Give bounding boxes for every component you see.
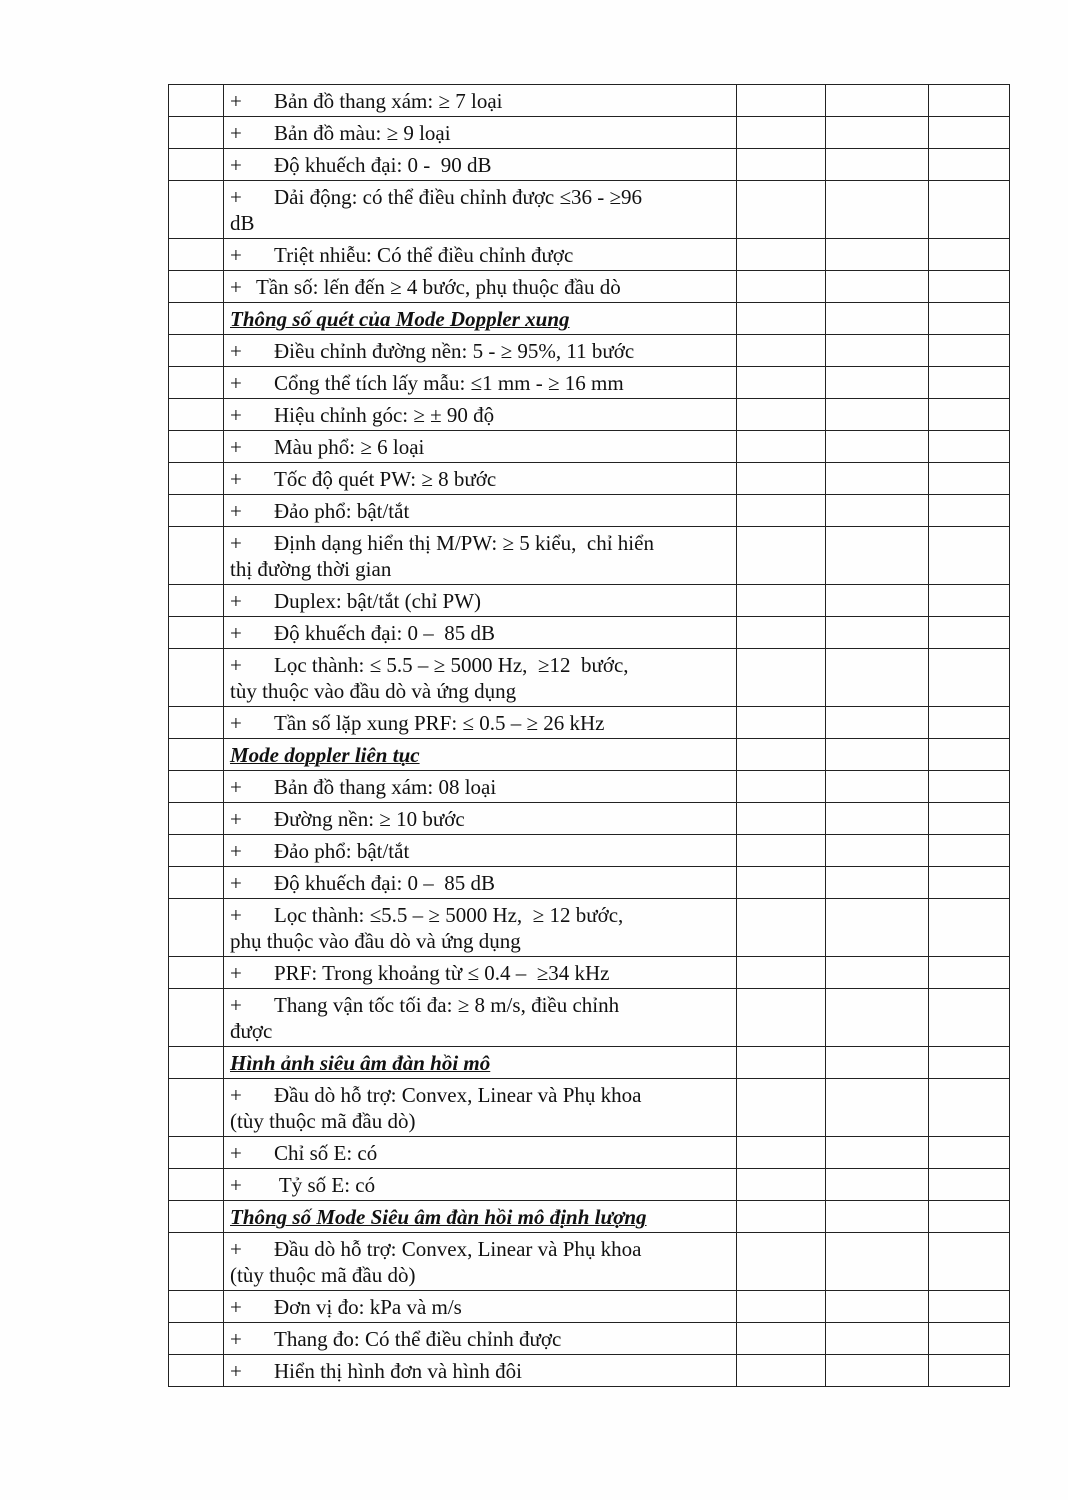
empty-cell-1 bbox=[737, 803, 826, 835]
plus-marker: + bbox=[230, 961, 242, 985]
empty-cell-3 bbox=[929, 239, 1010, 271]
empty-cell-2 bbox=[826, 989, 929, 1047]
plus-marker: + bbox=[230, 1141, 242, 1165]
empty-cell-2 bbox=[826, 271, 929, 303]
table-row bbox=[169, 835, 1010, 867]
spec-cell bbox=[224, 181, 737, 239]
table-row bbox=[169, 771, 1010, 803]
table-row bbox=[169, 271, 1010, 303]
index-cell bbox=[169, 739, 224, 771]
empty-cell-3 bbox=[929, 1323, 1010, 1355]
spec-cell bbox=[224, 1291, 737, 1323]
index-cell bbox=[169, 181, 224, 239]
empty-cell-2 bbox=[826, 1233, 929, 1291]
index-cell bbox=[169, 803, 224, 835]
empty-cell-1 bbox=[737, 1233, 826, 1291]
spec-text: Lọc thành: ≤ 5.5 – ≥ 5000 Hz, ≥12 bước, bbox=[274, 653, 629, 677]
spec-cell bbox=[224, 957, 737, 989]
empty-cell-1 bbox=[737, 149, 826, 181]
plus-marker: + bbox=[230, 89, 242, 113]
plus-marker: + bbox=[230, 531, 242, 555]
spec-cell bbox=[224, 867, 737, 899]
empty-cell-2 bbox=[826, 1201, 929, 1233]
empty-cell-3 bbox=[929, 271, 1010, 303]
spec-cell bbox=[224, 271, 737, 303]
spec-cell bbox=[224, 117, 737, 149]
table-row bbox=[169, 1323, 1010, 1355]
empty-cell-3 bbox=[929, 1291, 1010, 1323]
empty-cell-2 bbox=[826, 117, 929, 149]
plus-marker: + bbox=[230, 1295, 242, 1319]
spec-cell bbox=[224, 649, 737, 707]
table-row bbox=[169, 1355, 1010, 1387]
index-cell bbox=[169, 1079, 224, 1137]
spec-cell bbox=[224, 1323, 737, 1355]
empty-cell-1 bbox=[737, 463, 826, 495]
spec-cell bbox=[224, 835, 737, 867]
spec-cell bbox=[224, 989, 737, 1047]
empty-cell-1 bbox=[737, 1323, 826, 1355]
table-row bbox=[169, 149, 1010, 181]
empty-cell-2 bbox=[826, 1047, 929, 1079]
empty-cell-1 bbox=[737, 1047, 826, 1079]
empty-cell-2 bbox=[826, 239, 929, 271]
empty-cell-2 bbox=[826, 867, 929, 899]
spec-text-continuation: (tùy thuộc mã đầu dò) bbox=[230, 1263, 416, 1287]
spec-text: Cổng thể tích lấy mẫu: ≤1 mm - ≥ 16 mm bbox=[274, 371, 624, 395]
empty-cell-3 bbox=[929, 835, 1010, 867]
section-header-cell bbox=[224, 739, 737, 771]
empty-cell-2 bbox=[826, 399, 929, 431]
empty-cell-3 bbox=[929, 1137, 1010, 1169]
section-header-cell bbox=[224, 303, 737, 335]
spec-text: Thang vận tốc tối đa: ≥ 8 m/s, điều chỉnh bbox=[274, 993, 620, 1017]
empty-cell-3 bbox=[929, 303, 1010, 335]
plus-marker: + bbox=[230, 807, 242, 831]
table-row bbox=[169, 899, 1010, 957]
empty-cell-2 bbox=[826, 771, 929, 803]
spec-text: Tần số: lến đến ≥ 4 bước, phụ thuộc đầu dò bbox=[256, 275, 621, 299]
empty-cell-1 bbox=[737, 1079, 826, 1137]
empty-cell-2 bbox=[826, 495, 929, 527]
table-row bbox=[169, 1233, 1010, 1291]
section-header-row bbox=[169, 739, 1010, 771]
table-row bbox=[169, 585, 1010, 617]
table-row bbox=[169, 1291, 1010, 1323]
empty-cell-1 bbox=[737, 771, 826, 803]
empty-cell-2 bbox=[826, 803, 929, 835]
spec-cell bbox=[224, 335, 737, 367]
empty-cell-1 bbox=[737, 495, 826, 527]
index-cell bbox=[169, 707, 224, 739]
plus-marker: + bbox=[230, 339, 242, 363]
plus-marker: + bbox=[230, 153, 242, 177]
empty-cell-1 bbox=[737, 649, 826, 707]
empty-cell-2 bbox=[826, 303, 929, 335]
spec-text: Độ khuếch đại: 0 - 90 dB bbox=[274, 153, 492, 177]
table-row bbox=[169, 495, 1010, 527]
empty-cell-3 bbox=[929, 617, 1010, 649]
table-row bbox=[169, 803, 1010, 835]
spec-text: Tỷ số E: có bbox=[274, 1173, 376, 1197]
spec-text: Dải động: có thể điều chỉnh được ≤36 - ≥96 bbox=[274, 185, 643, 209]
empty-cell-1 bbox=[737, 617, 826, 649]
spec-text: Đơn vị đo: kPa và m/s bbox=[274, 1295, 462, 1319]
spec-text-continuation: dB bbox=[230, 211, 255, 235]
spec-text: Triệt nhiễu: Có thể điều chỉnh được bbox=[274, 243, 574, 267]
spec-text: Tần số lặp xung PRF: ≤ 0.5 – ≥ 26 kHz bbox=[274, 711, 605, 735]
section-header-cell bbox=[224, 1201, 737, 1233]
empty-cell-3 bbox=[929, 117, 1010, 149]
index-cell bbox=[169, 149, 224, 181]
empty-cell-1 bbox=[737, 585, 826, 617]
table-row bbox=[169, 957, 1010, 989]
empty-cell-1 bbox=[737, 367, 826, 399]
empty-cell-3 bbox=[929, 149, 1010, 181]
empty-cell-3 bbox=[929, 1047, 1010, 1079]
empty-cell-1 bbox=[737, 989, 826, 1047]
plus-marker: + bbox=[230, 993, 242, 1017]
empty-cell-3 bbox=[929, 771, 1010, 803]
section-header-row bbox=[169, 1047, 1010, 1079]
index-cell bbox=[169, 1201, 224, 1233]
index-cell bbox=[169, 957, 224, 989]
spec-text: Đầu dò hỗ trợ: Convex, Linear và Phụ khoa bbox=[274, 1237, 642, 1261]
spec-text: Duplex: bật/tắt (chỉ PW) bbox=[274, 589, 482, 613]
spec-text: PRF: Trong khoảng từ ≤ 0.4 – ≥34 kHz bbox=[274, 961, 610, 985]
empty-cell-1 bbox=[737, 867, 826, 899]
table-row bbox=[169, 117, 1010, 149]
empty-cell-2 bbox=[826, 335, 929, 367]
empty-cell-2 bbox=[826, 1137, 929, 1169]
index-cell bbox=[169, 899, 224, 957]
section-title: Thông số Mode Siêu âm đàn hồi mô định lượng bbox=[230, 1205, 647, 1229]
spec-text: Bản đồ màu: ≥ 9 loại bbox=[274, 121, 451, 145]
table-row bbox=[169, 649, 1010, 707]
empty-cell-3 bbox=[929, 1233, 1010, 1291]
plus-marker: + bbox=[230, 275, 242, 299]
spec-cell bbox=[224, 85, 737, 117]
spec-text: Lọc thành: ≤5.5 – ≥ 5000 Hz, ≥ 12 bước, bbox=[274, 903, 624, 927]
specification-table-frame bbox=[168, 84, 992, 1387]
index-cell bbox=[169, 1169, 224, 1201]
empty-cell-2 bbox=[826, 181, 929, 239]
table-row bbox=[169, 617, 1010, 649]
index-cell bbox=[169, 85, 224, 117]
table-row bbox=[169, 1169, 1010, 1201]
section-header-cell bbox=[224, 1047, 737, 1079]
table-row bbox=[169, 1079, 1010, 1137]
empty-cell-1 bbox=[737, 239, 826, 271]
spec-cell bbox=[224, 495, 737, 527]
empty-cell-2 bbox=[826, 527, 929, 585]
spec-cell bbox=[224, 899, 737, 957]
empty-cell-3 bbox=[929, 495, 1010, 527]
index-cell bbox=[169, 989, 224, 1047]
plus-marker: + bbox=[230, 1173, 242, 1197]
empty-cell-1 bbox=[737, 1291, 826, 1323]
spec-text: Đầu dò hỗ trợ: Convex, Linear và Phụ khoa bbox=[274, 1083, 642, 1107]
empty-cell-2 bbox=[826, 899, 929, 957]
empty-cell-3 bbox=[929, 867, 1010, 899]
empty-cell-3 bbox=[929, 1169, 1010, 1201]
table-row bbox=[169, 85, 1010, 117]
empty-cell-2 bbox=[826, 1355, 929, 1387]
plus-marker: + bbox=[230, 621, 242, 645]
section-header-row bbox=[169, 1201, 1010, 1233]
table-row bbox=[169, 1137, 1010, 1169]
index-cell bbox=[169, 1233, 224, 1291]
index-cell bbox=[169, 1047, 224, 1079]
plus-marker: + bbox=[230, 775, 242, 799]
table-row bbox=[169, 527, 1010, 585]
table-row bbox=[169, 335, 1010, 367]
section-title: Hình ảnh siêu âm đàn hồi mô bbox=[230, 1051, 491, 1075]
plus-marker: + bbox=[230, 1237, 242, 1261]
empty-cell-3 bbox=[929, 707, 1010, 739]
empty-cell-2 bbox=[826, 149, 929, 181]
index-cell bbox=[169, 335, 224, 367]
spec-text: Đảo phổ: bật/tắt bbox=[274, 499, 410, 523]
spec-cell bbox=[224, 771, 737, 803]
spec-cell bbox=[224, 367, 737, 399]
plus-marker: + bbox=[230, 871, 242, 895]
spec-cell bbox=[224, 707, 737, 739]
spec-text-continuation: (tùy thuộc mã đầu dò) bbox=[230, 1109, 416, 1133]
index-cell bbox=[169, 1137, 224, 1169]
index-cell bbox=[169, 771, 224, 803]
empty-cell-1 bbox=[737, 1169, 826, 1201]
index-cell bbox=[169, 835, 224, 867]
spec-text: Thang đo: Có thể điều chỉnh được bbox=[274, 1327, 562, 1351]
empty-cell-3 bbox=[929, 1355, 1010, 1387]
spec-cell bbox=[224, 1169, 737, 1201]
index-cell bbox=[169, 303, 224, 335]
empty-cell-3 bbox=[929, 367, 1010, 399]
empty-cell-3 bbox=[929, 899, 1010, 957]
table-row bbox=[169, 367, 1010, 399]
index-cell bbox=[169, 1355, 224, 1387]
spec-text: Màu phổ: ≥ 6 loại bbox=[274, 435, 425, 459]
empty-cell-2 bbox=[826, 957, 929, 989]
empty-cell-1 bbox=[737, 117, 826, 149]
spec-cell bbox=[224, 463, 737, 495]
empty-cell-1 bbox=[737, 431, 826, 463]
empty-cell-1 bbox=[737, 707, 826, 739]
empty-cell-3 bbox=[929, 739, 1010, 771]
empty-cell-3 bbox=[929, 335, 1010, 367]
empty-cell-2 bbox=[826, 1169, 929, 1201]
spec-cell bbox=[224, 1355, 737, 1387]
empty-cell-2 bbox=[826, 1291, 929, 1323]
empty-cell-3 bbox=[929, 527, 1010, 585]
spec-text-continuation: thị đường thời gian bbox=[230, 557, 392, 581]
spec-text: Bản đồ thang xám: ≥ 7 loại bbox=[274, 89, 503, 113]
empty-cell-1 bbox=[737, 1137, 826, 1169]
index-cell bbox=[169, 1323, 224, 1355]
section-header-row bbox=[169, 303, 1010, 335]
empty-cell-1 bbox=[737, 271, 826, 303]
plus-marker: + bbox=[230, 243, 242, 267]
plus-marker: + bbox=[230, 653, 242, 677]
index-cell bbox=[169, 399, 224, 431]
plus-marker: + bbox=[230, 903, 242, 927]
spec-cell bbox=[224, 239, 737, 271]
empty-cell-1 bbox=[737, 335, 826, 367]
empty-cell-2 bbox=[826, 367, 929, 399]
table-row bbox=[169, 431, 1010, 463]
index-cell bbox=[169, 617, 224, 649]
index-cell bbox=[169, 239, 224, 271]
spec-text: Chỉ số E: có bbox=[274, 1141, 378, 1165]
plus-marker: + bbox=[230, 435, 242, 459]
empty-cell-2 bbox=[826, 431, 929, 463]
table-row bbox=[169, 707, 1010, 739]
table-row bbox=[169, 399, 1010, 431]
empty-cell-3 bbox=[929, 181, 1010, 239]
spec-text: Độ khuếch đại: 0 – 85 dB bbox=[274, 871, 496, 895]
empty-cell-1 bbox=[737, 527, 826, 585]
plus-marker: + bbox=[230, 467, 242, 491]
spec-cell bbox=[224, 431, 737, 463]
table-row bbox=[169, 463, 1010, 495]
empty-cell-1 bbox=[737, 85, 826, 117]
spec-text: Hiển thị hình đơn và hình đôi bbox=[274, 1359, 522, 1383]
empty-cell-3 bbox=[929, 585, 1010, 617]
spec-cell bbox=[224, 1079, 737, 1137]
empty-cell-3 bbox=[929, 463, 1010, 495]
spec-text: Tốc độ quét PW: ≥ 8 bước bbox=[274, 467, 497, 491]
empty-cell-2 bbox=[826, 835, 929, 867]
empty-cell-1 bbox=[737, 835, 826, 867]
empty-cell-3 bbox=[929, 649, 1010, 707]
index-cell bbox=[169, 271, 224, 303]
spec-text: Hiệu chỉnh góc: ≥ ± 90 độ bbox=[274, 403, 495, 427]
plus-marker: + bbox=[230, 121, 242, 145]
index-cell bbox=[169, 867, 224, 899]
empty-cell-3 bbox=[929, 803, 1010, 835]
spec-text: Đảo phổ: bật/tắt bbox=[274, 839, 410, 863]
specification-table bbox=[168, 84, 1010, 1387]
spec-cell bbox=[224, 149, 737, 181]
empty-cell-2 bbox=[826, 707, 929, 739]
spec-cell bbox=[224, 527, 737, 585]
spec-cell bbox=[224, 617, 737, 649]
empty-cell-2 bbox=[826, 1079, 929, 1137]
spec-text-continuation: tùy thuộc vào đầu dò và ứng dụng bbox=[230, 679, 517, 703]
spec-text-continuation: phụ thuộc vào đầu dò và ứng dụng bbox=[230, 929, 521, 953]
index-cell bbox=[169, 527, 224, 585]
spec-cell bbox=[224, 585, 737, 617]
index-cell bbox=[169, 1291, 224, 1323]
empty-cell-3 bbox=[929, 957, 1010, 989]
table-row bbox=[169, 867, 1010, 899]
plus-marker: + bbox=[230, 711, 242, 735]
section-title: Mode doppler liên tục bbox=[230, 743, 420, 767]
empty-cell-3 bbox=[929, 989, 1010, 1047]
empty-cell-3 bbox=[929, 85, 1010, 117]
empty-cell-2 bbox=[826, 1323, 929, 1355]
plus-marker: + bbox=[230, 589, 242, 613]
plus-marker: + bbox=[230, 1359, 242, 1383]
spec-text: Bản đồ thang xám: 08 loại bbox=[274, 775, 497, 799]
empty-cell-1 bbox=[737, 303, 826, 335]
empty-cell-2 bbox=[826, 739, 929, 771]
empty-cell-1 bbox=[737, 739, 826, 771]
index-cell bbox=[169, 649, 224, 707]
empty-cell-1 bbox=[737, 957, 826, 989]
index-cell bbox=[169, 431, 224, 463]
empty-cell-1 bbox=[737, 1355, 826, 1387]
plus-marker: + bbox=[230, 1327, 242, 1351]
index-cell bbox=[169, 117, 224, 149]
spec-text: Độ khuếch đại: 0 – 85 dB bbox=[274, 621, 496, 645]
empty-cell-2 bbox=[826, 463, 929, 495]
empty-cell-1 bbox=[737, 1201, 826, 1233]
table-row bbox=[169, 181, 1010, 239]
spec-cell bbox=[224, 1137, 737, 1169]
plus-marker: + bbox=[230, 371, 242, 395]
plus-marker: + bbox=[230, 403, 242, 427]
empty-cell-2 bbox=[826, 649, 929, 707]
table-row bbox=[169, 239, 1010, 271]
section-title: Thông số quét của Mode Doppler xung bbox=[230, 307, 570, 331]
spec-cell bbox=[224, 803, 737, 835]
plus-marker: + bbox=[230, 185, 242, 209]
empty-cell-1 bbox=[737, 181, 826, 239]
spec-text-continuation: được bbox=[230, 1019, 273, 1043]
index-cell bbox=[169, 463, 224, 495]
spec-text: Định dạng hiển thị M/PW: ≥ 5 kiểu, chỉ hiển bbox=[274, 531, 654, 555]
spec-text: Đường nền: ≥ 10 bước bbox=[274, 807, 465, 831]
empty-cell-2 bbox=[826, 85, 929, 117]
index-cell bbox=[169, 585, 224, 617]
empty-cell-2 bbox=[826, 617, 929, 649]
plus-marker: + bbox=[230, 499, 242, 523]
empty-cell-3 bbox=[929, 1201, 1010, 1233]
specification-table-body bbox=[169, 85, 1010, 1387]
index-cell bbox=[169, 367, 224, 399]
empty-cell-3 bbox=[929, 431, 1010, 463]
plus-marker: + bbox=[230, 839, 242, 863]
index-cell bbox=[169, 495, 224, 527]
spec-text: Điều chỉnh đường nền: 5 - ≥ 95%, 11 bước bbox=[274, 339, 635, 363]
empty-cell-1 bbox=[737, 399, 826, 431]
plus-marker: + bbox=[230, 1083, 242, 1107]
table-row bbox=[169, 989, 1010, 1047]
empty-cell-3 bbox=[929, 1079, 1010, 1137]
spec-cell bbox=[224, 399, 737, 431]
spec-cell bbox=[224, 1233, 737, 1291]
empty-cell-1 bbox=[737, 899, 826, 957]
empty-cell-2 bbox=[826, 585, 929, 617]
empty-cell-3 bbox=[929, 399, 1010, 431]
